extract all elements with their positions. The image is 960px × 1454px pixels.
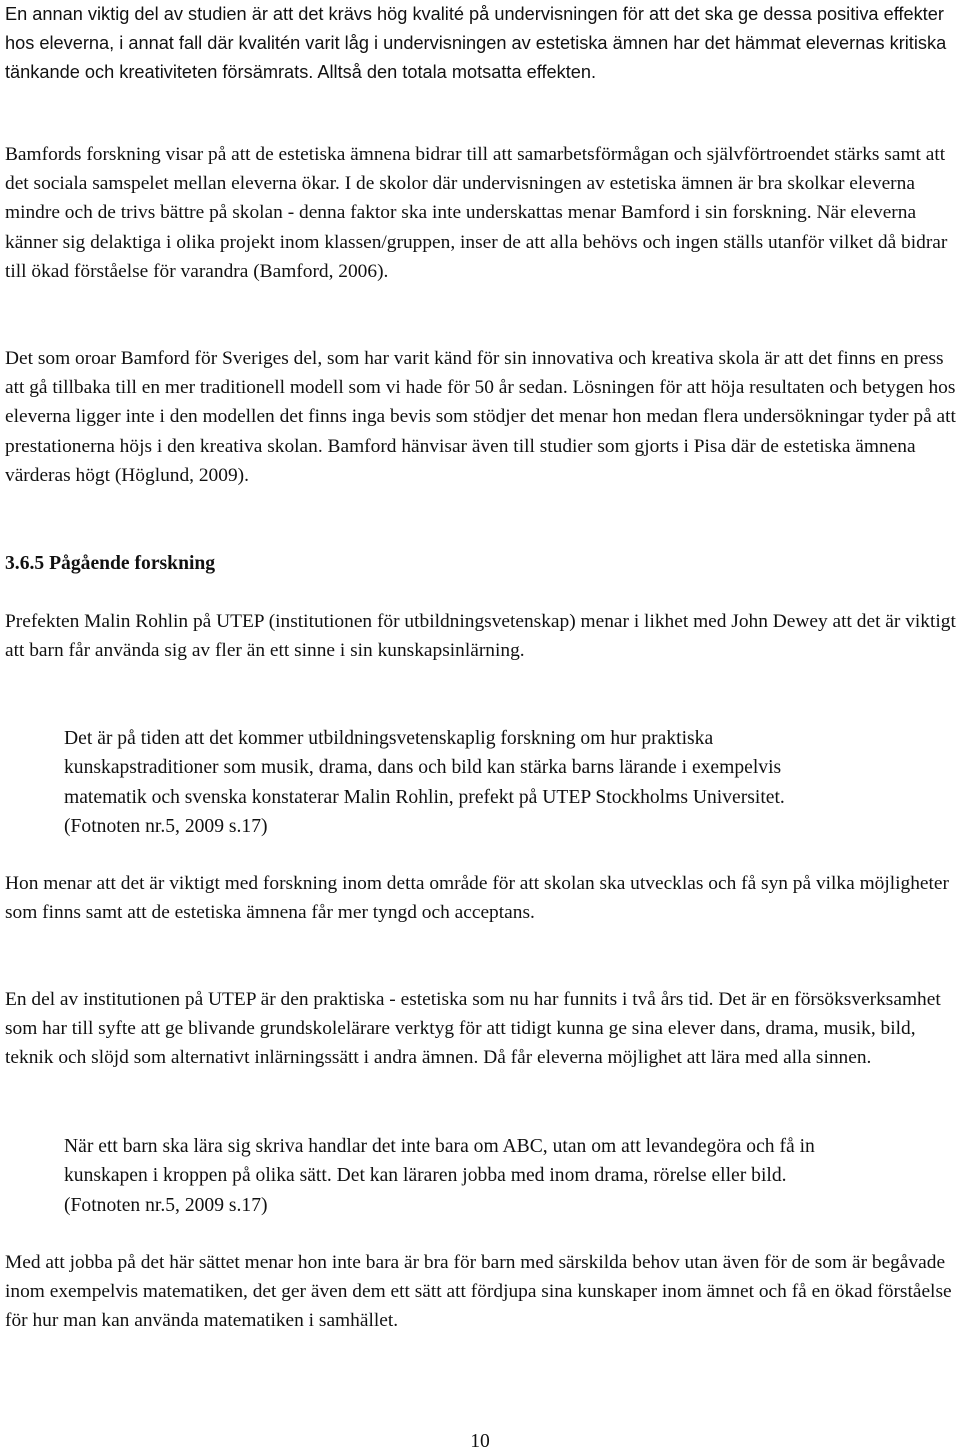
block-quote-abc: När ett barn ska lära sig skriva handlar det inte bara om ABC, utan om att levandegöra och få in kunskapen i kroppen på olika sätt. Det kan läraren jobba med inom drama, rörelse eller bild. (Fotnoten nr.5, 2009 s.17) <box>64 1136 815 1216</box>
paragraph-mathematics: Med att jobba på det här sättet menar hon inte bara är bra för barn med särskilda behov utan även för de som är begåvade inom exempelvis matematiken, det ger även dem ett sätt att fördjupa sina kunskaper inom ämnet och få en ökad förståelse för hur man kan använda matematiken i samhället. <box>5 1252 952 1332</box>
paragraph-bamford-concern: Det som oroar Bamford för Sveriges del, som har varit känd för sin innovativa och kreativa skola är att det finns en press att gå tillbaka till en mer traditionell modell som vi hade för 50 år sedan. Lösningen för att höja resultaten och betygen hos eleverna ligger inte i den modellen det finns inga bevis som stödjer det menar hon medan flera undersökningar tyder på att prestationerna höjs i den kreativa skolan. Bamford hänvisar även till studier som gjorts i Pisa där de estetiska ämnena värderas högt (Höglund, 2009). <box>5 348 956 486</box>
paragraph-utep-program: En del av institutionen på UTEP är den praktiska - estetiska som nu har funnits i två års tid. Det är en försöksverksamhet som har till syfte att ge blivande grundskolelärare verktyg för att tidigt kunna ge sina elever dans, drama, musik, bild, teknik och slöjd som alternativt inlärningssätt i andra ämnen. Då får eleverna möjlighet att lära med alla sinnen. <box>5 989 941 1069</box>
paragraph-study-quality: En annan viktig del av studien är att det krävs hög kvalité på undervisningen för att det ska ge dessa positiva effekter hos eleverna, i annat fall där kvalitén varit låg i undervisningen av estetiska ämnen har det hämmat elevernas kritiska tänkande och kreativiteten försämrats. Alltså den totala motsatta effekten. <box>5 4 947 83</box>
block-quote-rohlin: Det är på tiden att det kommer utbildningsvetenskaplig forskning om hur praktiska kunskapstraditioner som musik, drama, dans och bild kan stärka barns lärande i exempelvis matematik och svenska konstaterar Malin Rohlin, prefekt på UTEP Stockholms Universitet. (Fotnoten nr.5, 2009 s.17) <box>64 728 785 838</box>
paragraph-rohlin-intro: Prefekten Malin Rohlin på UTEP (institutionen för utbildningsvetenskap) menar i likhet med John Dewey att det är viktigt att barn får använda sig av fler än ett sinne i sin kunskapsinlärning. <box>5 611 956 662</box>
paragraph-bamford-research: Bamfords forskning visar på att de estetiska ämnena bidrar till att samarbetsförmågan och självförtroendet stärks samt att det sociala samspelet mellan eleverna ökar. I de skolor där undervisningen av estetiska ämnen är bra skolkar eleverna mindre och de trivs bättre på skolan - denna faktor ska inte underskattas menar Bamford i sin forskning. När eleverna känner sig delaktiga i olika projekt inom klassen/gruppen, inser de att alla behövs och ingen ställs utanför vilket då bidrar till ökad förståelse för varandra (Bamford, 2006). <box>5 144 948 282</box>
paragraph-research-importance: Hon menar att det är viktigt med forskning inom detta område för att skolan ska utvecklas och få syn på vilka möjligheter som finns samt att de estetiska ämnena får mer tyngd och acceptans. <box>5 873 949 924</box>
page-number: 10 <box>470 1431 490 1452</box>
section-heading: 3.6.5 Pågående forskning <box>5 553 216 574</box>
